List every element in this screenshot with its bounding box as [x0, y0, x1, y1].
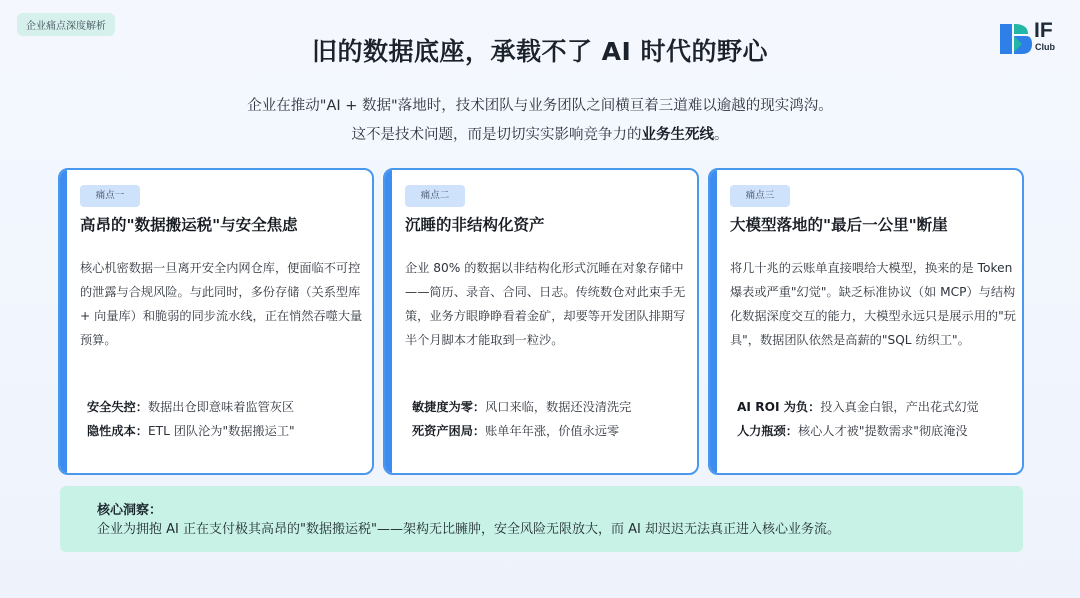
- card-accent-bar: [385, 170, 392, 473]
- card-note-text: 风口来临，数据还没清洗完: [485, 400, 632, 414]
- card-title: 沉睡的非结构化资产: [405, 216, 545, 234]
- card-note-text: 数据出仓即意味着监管灰区: [147, 400, 295, 414]
- card-notes: [737, 395, 1019, 443]
- core-insight-box: [60, 486, 1023, 552]
- insight-title: 核心洞察：: [97, 503, 163, 518]
- card-note-text: ETL 团队沦为"数据搬运工": [147, 424, 295, 438]
- card-accent-bar: [710, 170, 717, 473]
- subtitle-line-1: 企业在推动"AI + 数据"落地时，技术团队与业务团队之间横亘着三道难以逾越的现实鸿沟。: [247, 98, 833, 114]
- card-accent-bar: [60, 170, 67, 473]
- card-note-1: [737, 395, 1019, 419]
- section-tag: 企业痛点深度解析: [17, 13, 115, 36]
- card-body: 将几十兆的云账单直接喂给大模型，换来的是 Token 爆表或严重"幻觉"。缺乏标准协议（如 MCP）与结构化数据深度交互的能力，大模型永远只是展示用的"玩具"，数据团队依然是高薪的"SQL 纺织工"。: [730, 261, 1016, 347]
- subtitle-line-2-suffix: 。: [714, 127, 729, 143]
- card-pill: 痛点一: [80, 185, 140, 207]
- card-note-text: 投入真金白银，产出花式幻觉: [820, 400, 979, 414]
- subtitle-line-2: [0, 121, 1080, 150]
- card-note-2: [412, 419, 694, 443]
- card-note-label: 人力瓶颈：: [737, 424, 798, 438]
- insight-text: 企业为拥抱 AI 正在支付极其高昂的"数据搬运税"——架构无比臃肿，安全风险无限放大，而 AI 却迟迟无法真正进入核心业务流。: [97, 522, 840, 537]
- subtitle-line-2-prefix: 这不是技术问题，而是切切实实影响竞争力的: [351, 127, 642, 143]
- card-title: 高昂的"数据搬运税"与安全焦虑: [80, 216, 298, 234]
- page-title: 旧的数据底座，承载不了 AI 时代的野心: [311, 37, 769, 66]
- card-note-2: [87, 419, 369, 443]
- card-notes: [412, 395, 694, 443]
- pain-point-card-1: [58, 168, 374, 475]
- card-note-2: [737, 419, 1019, 443]
- card-title: 大模型落地的"最后一公里"断崖: [730, 216, 948, 234]
- card-note-label: 敏捷度为零：: [412, 400, 486, 414]
- card-note-label: 安全失控：: [87, 400, 148, 414]
- card-notes: [87, 395, 369, 443]
- card-body: 核心机密数据一旦离开安全内网仓库，便面临不可控的泄露与合规风险。与此同时，多份存储（关系型库 + 向量库）和脆弱的同步流水线，正在悄然吞噬大量预算。: [80, 261, 363, 347]
- card-pill: 痛点三: [730, 185, 790, 207]
- logo-text-main: IF: [1034, 19, 1053, 42]
- card-body: 企业 80% 的数据以非结构化形式沉睡在对象存储中——简历、录音、合同、日志。传统数仓对此束手无策，业务方眼睁睁看着金矿，却要等开发团队排期写半个月脚本才能取到一粒沙。: [405, 261, 686, 347]
- card-note-1: [87, 395, 369, 419]
- card-note-label: 隐性成本：: [87, 424, 148, 438]
- pain-point-card-3: [708, 168, 1024, 475]
- card-pill: 痛点二: [405, 185, 465, 207]
- logo-text-sub: Club: [1035, 42, 1055, 52]
- card-note-1: [412, 395, 694, 419]
- card-note-text: 账单年年涨，价值永远零: [485, 424, 620, 438]
- card-note-label: 死资产困局：: [412, 424, 486, 438]
- card-note-text: 核心人才被"提数需求"彻底淹没: [797, 424, 968, 438]
- card-note-label: AI ROI 为负：: [737, 400, 821, 414]
- pain-point-card-2: [383, 168, 699, 475]
- subtitle-line-2-bold: 业务生死线: [641, 127, 714, 143]
- page-subtitle: [0, 92, 1080, 150]
